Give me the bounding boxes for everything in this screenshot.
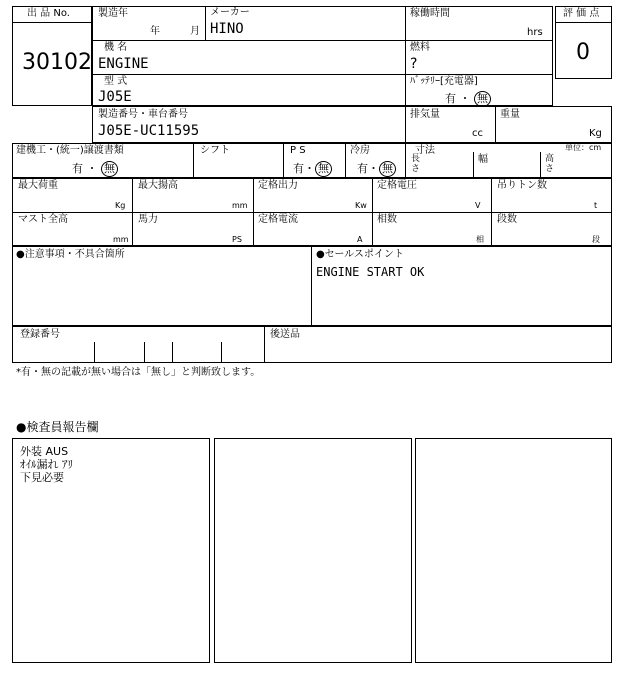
dimension-height-label: 高 さ <box>545 154 555 174</box>
lot-label-divider <box>12 22 92 23</box>
sales-value: ENGINE START OK <box>316 265 425 279</box>
model-type-value: J05E <box>98 89 132 105</box>
cooler-no-circled: 無 <box>379 161 396 177</box>
cooler-yes: 有 <box>357 162 368 175</box>
dimensions-label: 寸法 <box>415 145 435 156</box>
model-type-label: 型 式 <box>104 76 128 87</box>
rated-output-label: 定格出力 <box>258 180 298 191</box>
ps-dot: ・ <box>304 162 315 175</box>
grid-line <box>264 326 265 363</box>
fuel-label: 燃料 <box>410 42 430 53</box>
cooler-dot: ・ <box>368 162 379 175</box>
fuel-value: ? <box>410 56 418 72</box>
rated-voltage-unit: V <box>475 201 481 210</box>
grid-line <box>540 152 541 178</box>
ps-no-circled: 無 <box>315 161 332 177</box>
mast-height-label: マスト全高 <box>18 214 68 225</box>
year-label: 製造年 <box>98 8 128 19</box>
grid-line <box>473 152 474 178</box>
model-name-label: 機 名 <box>104 42 128 53</box>
maker-label: メーカー <box>210 7 250 18</box>
mast-height-unit: mm <box>113 235 129 244</box>
sales-label: ●セールスポイント <box>316 249 404 260</box>
rated-current-label: 定格電流 <box>258 214 298 225</box>
grid-line <box>283 143 284 178</box>
inspector-panel-3 <box>415 438 612 663</box>
grid-line <box>345 143 346 178</box>
dimension-length-label: 長 さ <box>411 154 421 174</box>
dimensions-unit-note: 単位：cm <box>565 143 602 152</box>
grid-line <box>253 178 254 246</box>
battery-options <box>445 91 491 107</box>
rated-output-unit: Kw <box>355 201 367 210</box>
hours-unit: hrs <box>527 27 543 38</box>
grid-line <box>144 342 145 363</box>
inspector-line: ｵｲﾙ漏れ ｱﾘ <box>20 458 73 471</box>
grid-line <box>311 246 312 326</box>
displacement-label: 排気量 <box>410 109 440 120</box>
stages-label: 段数 <box>497 214 517 225</box>
displacement-unit: cc <box>472 128 483 139</box>
phases-label: 相数 <box>377 214 397 225</box>
transfer-doc-options <box>72 161 118 177</box>
score-value: 0 <box>576 40 590 65</box>
ps-yes: 有 <box>293 162 304 175</box>
grid-line <box>491 178 492 246</box>
phases-unit: 相 <box>476 235 484 244</box>
grid-line <box>205 6 206 40</box>
battery-yes: 有 <box>445 92 456 105</box>
grid-line <box>405 106 406 143</box>
maker-value: HINO <box>210 21 244 37</box>
shipping-label: 後送品 <box>270 329 300 340</box>
transfer-doc-dot: ・ <box>86 162 98 175</box>
max-load-unit: Kg <box>115 201 126 210</box>
dimension-width-label: 幅 <box>478 154 488 165</box>
grid-line <box>372 178 373 246</box>
grid-line <box>221 342 222 363</box>
inspector-title: ●検査員報告欄 <box>16 420 99 434</box>
lot-label: 出 品 No. <box>27 8 70 19</box>
serial-label: 製造番号・車台番号 <box>98 109 188 120</box>
grid-line <box>193 143 194 178</box>
horsepower-label: 馬力 <box>138 214 158 225</box>
serial-value: J05E-UC11595 <box>98 123 200 139</box>
weight-unit: Kg <box>589 128 602 139</box>
footnote: *有・無の記載が無い場合は「無し」と判断致します。 <box>16 367 261 378</box>
ps-options <box>293 161 332 177</box>
lot-value: 30102 <box>22 50 92 75</box>
stages-unit: 段 <box>592 235 600 244</box>
cooler-label: 冷房 <box>350 145 370 156</box>
registration-box <box>12 326 612 363</box>
grid-line <box>94 342 95 363</box>
score-label-divider <box>555 22 612 23</box>
weight-label: 重量 <box>500 109 520 120</box>
inspector-panel-2 <box>214 438 412 663</box>
registration-label: 登録番号 <box>20 329 60 340</box>
ps-label: P S <box>290 145 306 156</box>
rated-current-unit: A <box>357 235 363 244</box>
horsepower-unit: PS <box>232 235 242 244</box>
notes-label: ●注意事項・不具合箇所 <box>16 249 125 260</box>
grid-line <box>495 106 496 143</box>
grid-line <box>405 6 406 106</box>
grid-line <box>172 342 173 363</box>
month-unit: 月 <box>190 26 200 37</box>
inspector-line: 外装 AUS <box>20 445 69 458</box>
transfer-doc-label: 建機工・(統一)譲渡書類 <box>16 145 124 156</box>
lift-tons-unit: t <box>594 201 598 210</box>
grid-line <box>405 143 406 178</box>
score-label: 評 価 点 <box>563 8 600 19</box>
lift-tons-label: 吊りトン数 <box>497 180 547 191</box>
transfer-doc-yes: 有 <box>72 162 83 175</box>
battery-label: ﾊﾞｯﾃﾘｰ[充電器] <box>410 76 478 87</box>
max-lift-label: 最大揚高 <box>138 180 178 191</box>
shift-label: シフト <box>200 145 230 156</box>
model-name-value: ENGINE <box>98 56 149 72</box>
battery-no-circled: 無 <box>474 91 491 107</box>
max-lift-unit: mm <box>232 201 248 210</box>
inspector-line: 下見必要 <box>20 471 64 484</box>
max-load-label: 最大荷重 <box>18 180 58 191</box>
grid-line <box>92 40 553 41</box>
hours-label: 稼働時間 <box>410 8 450 19</box>
cooler-options <box>357 161 396 177</box>
rated-voltage-label: 定格電圧 <box>377 180 417 191</box>
grid-line <box>12 212 612 213</box>
year-unit: 年 <box>150 26 160 37</box>
grid-line <box>132 178 133 246</box>
battery-dot: ・ <box>459 92 471 105</box>
transfer-doc-no-circled: 無 <box>101 161 118 177</box>
grid-line <box>92 74 553 75</box>
